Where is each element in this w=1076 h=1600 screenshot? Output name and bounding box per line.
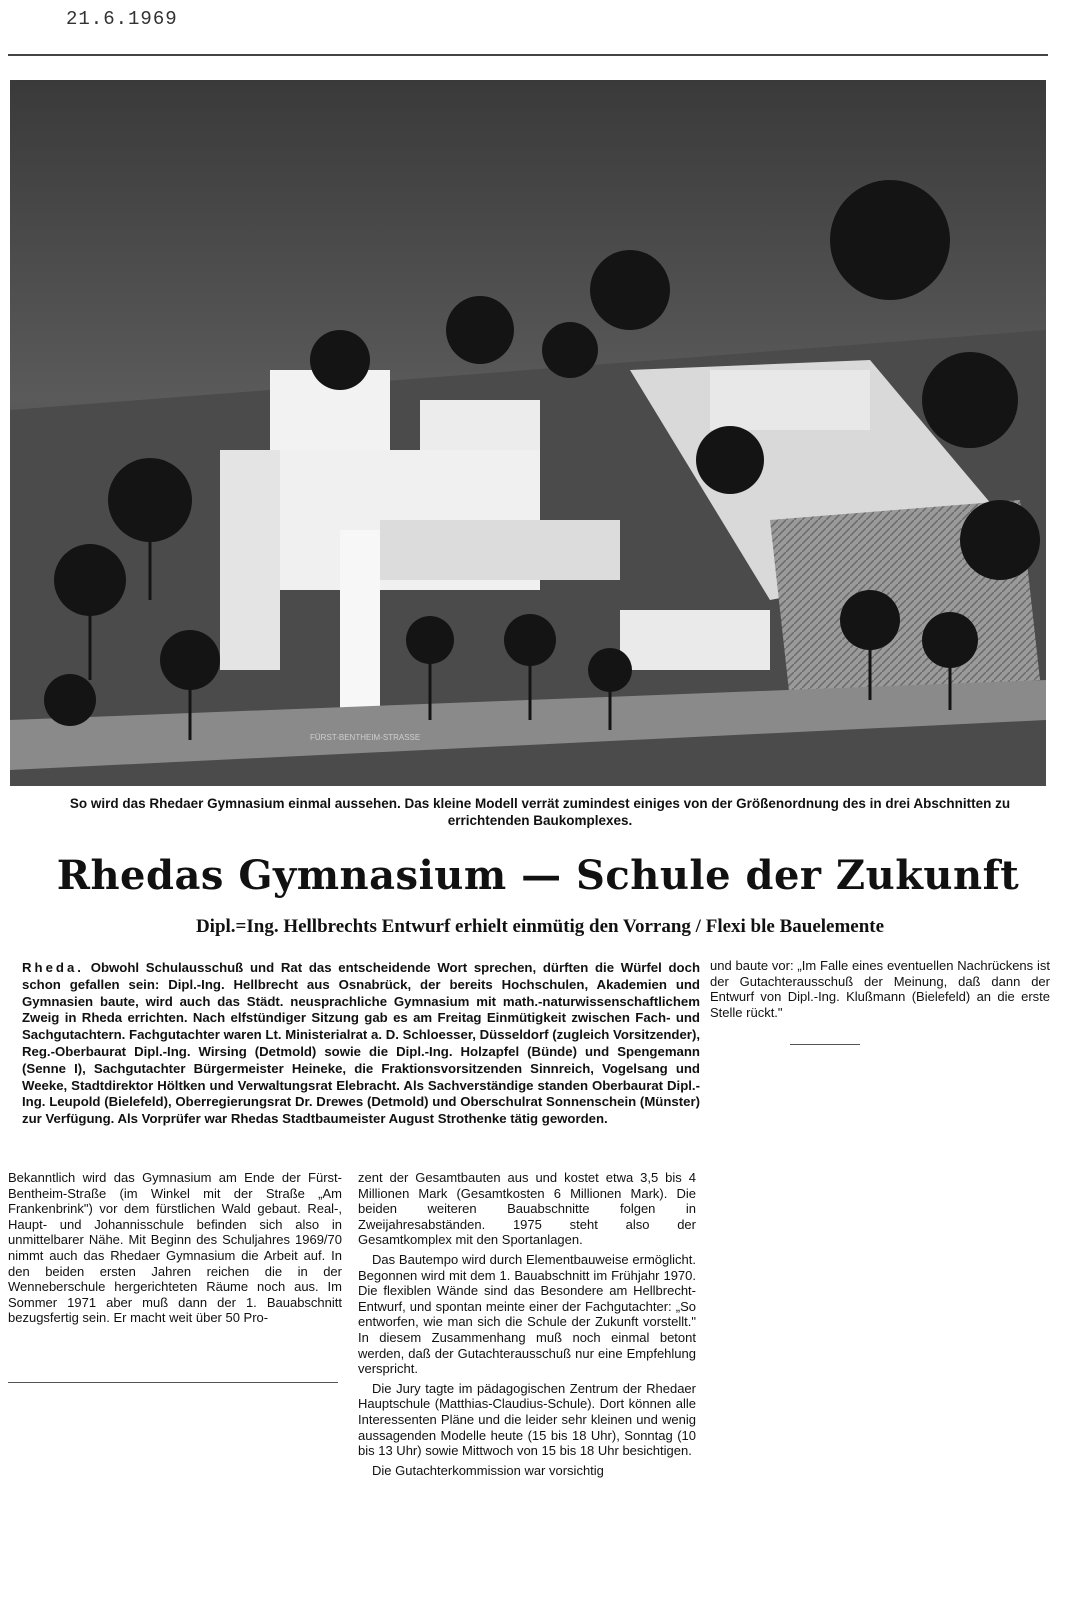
column-right-end-rule <box>790 1044 860 1045</box>
photo-caption: So wird das Rhedaer Gymnasium einmal aussehen. Das kleine Modell verrät zumindest einiges von der Größenordnung des in drei Abschnitten zu errichtenden Baukomplexes. <box>69 796 1011 828</box>
column-middle-paragraph: Die Jury tagte im pädagogischen Zentrum der Rhedaer Hauptschule (Matthias-Claudius-Schule). Dort können alle Interessenten Pläne und die leider sehr kleinen und wenig aussagenden Modelle heute (15 bis 18 Uhr), Sonntag (10 bis 13 Uhr) sowie Mittwoch von 15 bis 18 Uhr besichtigen. <box>358 1380 696 1459</box>
top-rule <box>8 54 1048 56</box>
column-left-paragraph: Bekanntlich wird das Gymnasium am Ende der Fürst-Bentheim-Straße (im Winkel mit der Straße „Am Frankenbrink") vor dem fürstlichen Wald gebaut. Real-, Haupt- und Johannisschule befinden sich also in unmittelbarer Nähe. Mit Beginn des Schuljahres 1969/70 nimmt auch das Rhedaer Gymnasium die Arbeit auf. In den beiden ersten Jahren reichen die in der Wenneberschule hergerichteten Räume noch aus. Im Sommer 1971 aber muß dann der 1. Bauabschnitt bezugsfertig sein. Er macht weit über 50 Pro- <box>8 1170 342 1326</box>
lead-text: Obwohl Schulausschuß und Rat das entscheidende Wort sprechen, dürften die Würfel doch schon gefallen sein: Dipl.-Ing. Hellbrecht aus Osnabrück, der bereits Hochschulen, Akademien und Gymnasien baute, wird auch das Städt. neusprachliche Gymnasium mit math.-naturwissenschaftlichem Zweig in Rheda errichten. Nach elfstündiger Sitzung gab es am Freitag Einmütigkeit zwischen Fach- und Sachgutachtern. Fachgutachter waren Lt. Ministerialrat a. D. Schloesser, Düsseldorf (zugleich Vorsitzender), Reg.-Oberbaurat Dipl.-Ing. Wirsing (Detmold) sowie die Dipl.-Ing. Holzapfel (Bünde) und Spengemann (Senne I), Sachgutachter Bürgermeister Heineke, die Fraktionsvorsitzenden Sinnreich, Vogelsang und Weeke, Stadtdirektor Höltken und Verwaltungsrat Elebracht. Als Sachverständige standen Oberbaurat Dipl.-Ing. Leupold (Bielefeld), Oberregierungsrat Dr. Drewes (Detmold) und Oberschulrat Sonnenschein (Münster) zur Verfügung. Als Vorprüfer war Rhedas Stadtbaumeister August Strothenke tätig geworden. <box>22 960 701 1127</box>
headline: Rhedas Gymnasium — Schule der Zukunft <box>56 852 1020 899</box>
column-end-rule <box>8 1382 338 1383</box>
column-middle <box>358 1170 696 1482</box>
column-right <box>710 958 1050 1024</box>
model-photo <box>10 80 1046 786</box>
subheadline: Dipl.=Ing. Hellbrechts Entwurf erhielt einmütig den Vorrang / Flexi ble Bauelemente <box>195 916 885 937</box>
column-right-paragraph: und baute vor: „Im Falle eines eventuellen Nachrückens ist der Gutachterausschuß der Meinung, daß dann der Entwurf von Dipl.-Ing. Klußmann (Bielefeld) an die erste Stelle rückt." <box>710 958 1050 1020</box>
architecture-model-image <box>10 80 1046 786</box>
column-middle-paragraph: zent der Gesamtbauten aus und kostet etwa 3,5 bis 4 Millionen Mark (Gesamtkosten 6 Millionen Mark). Die beiden weiteren Bauabschnitte folgen in Zweijahresabständen. 1975 steht also der Gesamtkomplex mit den Sportanlagen. <box>358 1170 696 1248</box>
column-left <box>8 1170 342 1330</box>
lead-place: Rheda. <box>22 960 84 975</box>
column-middle-paragraph: Die Gutachterkommission war vorsichtig <box>372 1462 604 1478</box>
date-stamp: 21.6.1969 <box>66 8 178 30</box>
street-label: FÜRST-BENTHEIM-STRASSE <box>310 733 421 742</box>
lead-paragraph <box>22 960 700 1128</box>
column-middle-paragraph: Das Bautempo wird durch Elementbauweise ermöglicht. Begonnen wird mit dem 1. Bauabschnitt im Frühjahr 1970. Die flexiblen Wände sind das Besondere am Hellbrecht-Entwurf, und spontan meinte einer der Fachgutachter: „So entworfen, wie man sich die Schule der Zukunft vorstellt." In diesem Zusammenhang muß noch einmal betont werden, daß der Gutachterausschuß nur eine Empfehlung verspricht. <box>358 1251 696 1377</box>
